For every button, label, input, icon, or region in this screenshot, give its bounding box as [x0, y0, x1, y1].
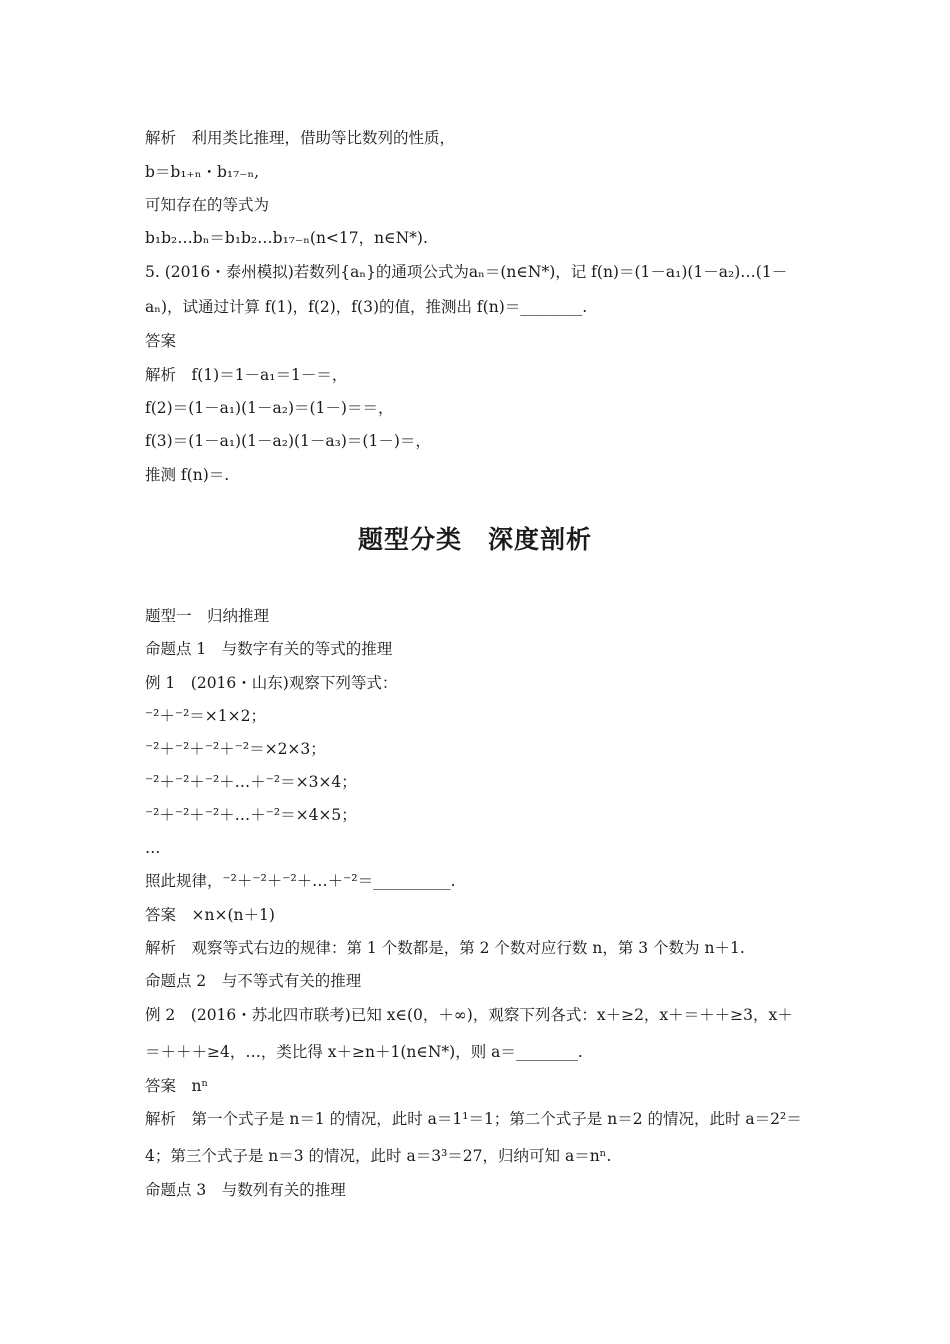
analysis-line-1: 解析 利用类比推理，借助等比数列的性质， [145, 129, 456, 147]
problem-5-line-1: 5. (2016・泰州模拟)若数列{aₙ}的通项公式为aₙ＝(n∈N*)，记 f(n)＝(1－a₁)(1－a₂)…(1－ [145, 263, 788, 281]
type-heading: 题型一 归纳推理 [145, 607, 270, 625]
equation-row-3: ⁻²＋⁻²＋⁻²＋…＋⁻²＝×3×4； [145, 773, 357, 791]
equation-row-1: ⁻²＋⁻²＝×1×2； [145, 707, 266, 725]
example-2-line-1: 例 2 (2016・苏北四市联考)已知 x∈(0，＋∞)，观察下列各式：x＋≥2，x＋＝＋＋≥3，x＋ [145, 1006, 793, 1024]
equation-f2: f(2)＝(1－a₁)(1－a₂)＝(1－)＝＝， [145, 399, 394, 417]
equation-row-2: ⁻²＋⁻²＋⁻²＋⁻²＝×2×3； [145, 740, 326, 758]
equation-f3: f(3)＝(1－a₁)(1－a₂)(1－a₃)＝(1－)＝， [145, 432, 431, 450]
analysis-f1: 解析 f(1)＝1－a₁＝1－＝， [145, 366, 348, 384]
text-line: 可知存在的等式为 [145, 196, 270, 214]
answer-2: 答案 nⁿ [145, 1077, 209, 1095]
analysis-2-line-2: 4；第三个式子是 n＝3 的情况，此时 a＝3³＝27，归纳可知 a＝nⁿ. [145, 1147, 612, 1165]
conjecture-fn: 推测 f(n)＝. [145, 466, 230, 484]
example-2-line-2: ＝＋＋＋≥4，…，类比得 x＋≥n＋1(n∈N*)，则 a＝________. [145, 1043, 583, 1061]
answer-1: 答案 ×n×(n＋1) [145, 906, 275, 924]
pattern-question: 照此规律，⁻²＋⁻²＋⁻²＋…＋⁻²＝__________. [145, 872, 456, 890]
analysis-2-line-1: 解析 第一个式子是 n＝1 的情况，此时 a＝1¹＝1；第二个式子是 n＝2 的情况，此时 a＝2²＝ [145, 1110, 802, 1128]
analysis-1: 解析 观察等式右边的规律：第 1 个数都是，第 2 个数对应行数 n，第 3 个数为 n＋1. [145, 939, 745, 957]
equation-b: b＝b₁₊ₙ・b₁₇₋ₙ, [145, 163, 260, 181]
section-heading: 题型分类 深度剖析 [357, 525, 592, 554]
equation-row-4: ⁻²＋⁻²＋⁻²＋…＋⁻²＝×4×5； [145, 806, 357, 824]
topic-3-heading: 命题点 3 与数列有关的推理 [145, 1181, 346, 1199]
problem-5-line-2: aₙ)，试通过计算 f(1)，f(2)，f(3)的值，推测出 f(n)＝________. [145, 298, 588, 316]
example-1-title: 例 1 (2016・山东)观察下列等式： [145, 674, 398, 692]
topic-1-heading: 命题点 1 与数字有关的等式的推理 [145, 640, 393, 658]
answer-label: 答案 [145, 332, 177, 350]
topic-2-heading: 命题点 2 与不等式有关的推理 [145, 972, 362, 990]
ellipsis: … [145, 839, 161, 857]
equation-product: b₁b₂…bₙ＝b₁b₂…b₁₇₋ₙ(n<17，n∈N*). [145, 229, 428, 247]
